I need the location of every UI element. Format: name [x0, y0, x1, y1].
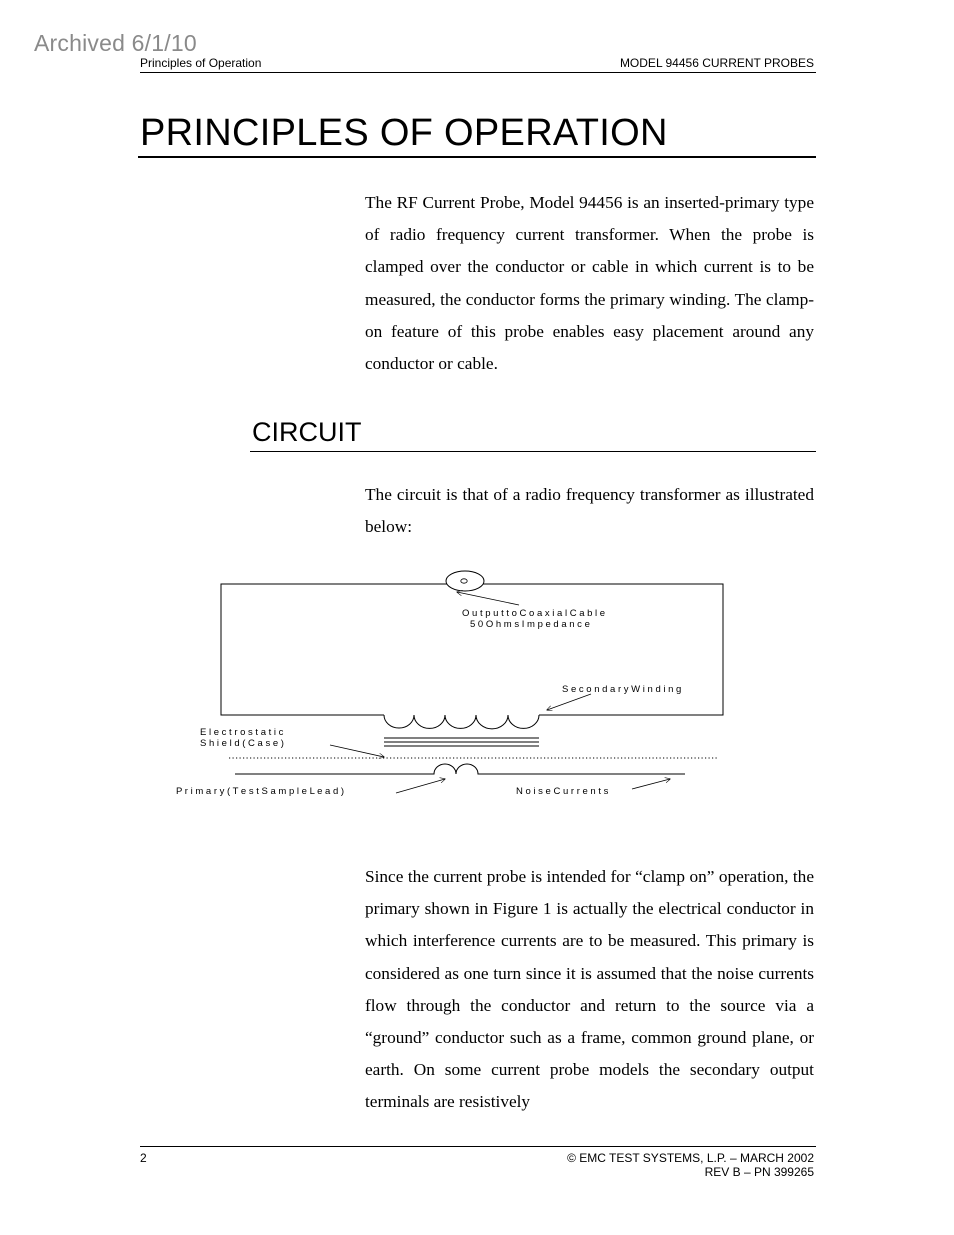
primary-label: P r i m a r y ( T e s t S a m p l e L e a d ): [176, 786, 345, 797]
noise-leader-arrow: [632, 779, 670, 789]
secondary-winding-label: S e c o n d a r y W i n d i n g: [562, 684, 682, 695]
coax-connector-icon: [446, 571, 484, 591]
page-number: 2: [140, 1151, 147, 1165]
closing-paragraph: Since the current probe is intended for “clamp on” operation, the primary shown in Figure 1 is actually the electrical conductor in which interference currents are to be measured. This primary is considered as one turn since it is assumed that the noise currents flow through the conductor and return to the source via a “ground” conductor such as a frame, common ground plane, or earth. On some current probe models the secondary output terminals are resistively: [365, 867, 814, 1112]
footer-copyright: © EMC TEST SYSTEMS, L.P. – MARCH 2002: [567, 1151, 814, 1165]
footer-rule: [140, 1146, 816, 1147]
shield-leader-arrow: [330, 745, 384, 757]
intro-paragraph: The RF Current Probe, Model 94456 is an inserted-primary type of radio frequency current transformer. When the probe is clamped over the conductor or cable in which current is to be measured, the conductor forms the primary winding. The clamp-on feature of this probe enables easy placement around any conductor or cable.: [365, 193, 814, 374]
footer-info: [567, 1151, 814, 1179]
title-rule: [138, 156, 816, 158]
noise-currents-label: N o i s e C u r r e n t s: [516, 786, 609, 797]
circuit-heading-rule: [250, 451, 816, 452]
header-rule: [140, 72, 816, 73]
page-title: PRINCIPLES OF OPERATION: [140, 112, 668, 154]
shield-label-line1: E l e c t r o s t a t i c: [200, 727, 284, 738]
circuit-paragraph: The circuit is that of a radio frequency transformer as illustrated below:: [365, 485, 814, 537]
secondary-winding-coil: [384, 715, 539, 729]
footer-revision: REV B – PN 399265: [704, 1165, 814, 1179]
shield-label-line2: S h i e l d ( C a s e ): [200, 738, 284, 749]
archived-watermark: Archived 6/1/10: [34, 30, 197, 56]
running-header-model: MODEL 94456 CURRENT PROBES: [619, 56, 814, 70]
output-label: O u t p u t t o C o a x i a l C a b l e: [462, 608, 606, 619]
output-leader-arrow: [457, 592, 519, 605]
probe-case-outline: [221, 584, 723, 715]
secondary-leader-arrow: [547, 694, 591, 710]
running-header-section: Principles of Operation: [140, 56, 262, 70]
circuit-heading: CIRCUIT: [252, 417, 362, 447]
primary-conductor: [235, 764, 685, 774]
transformer-circuit-diagram: [170, 565, 730, 805]
impedance-label: 5 0 O h m s I m p e d a n c e: [470, 619, 590, 630]
primary-leader-arrow: [396, 779, 445, 793]
